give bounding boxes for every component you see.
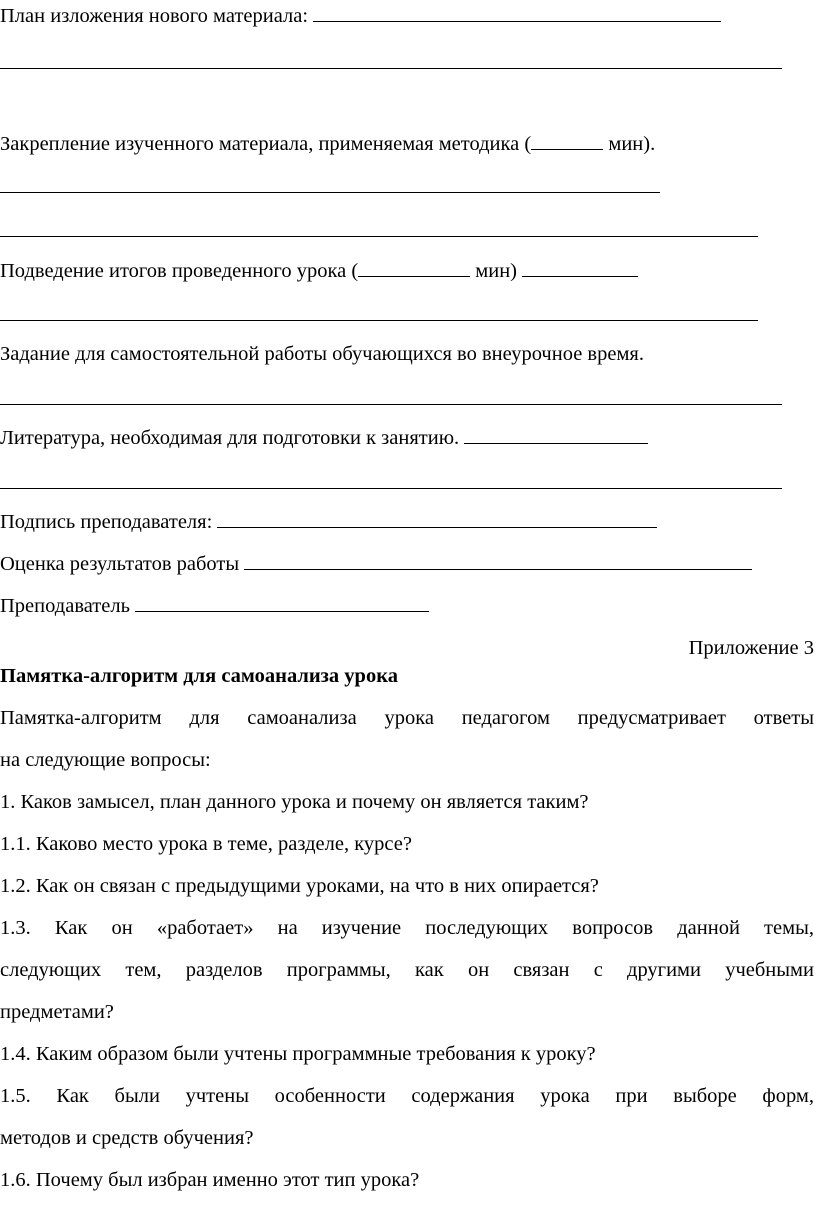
- consolidation-line: [0, 134, 655, 155]
- evaluation-blank[interactable]: [244, 568, 752, 570]
- intro-line-1: Памятка-алгоритм для самоанализа урока педагогом предусматривает ответы: [0, 707, 814, 729]
- question-1-3-line-3: предметами?: [0, 1001, 114, 1023]
- signature-blank[interactable]: [217, 526, 657, 528]
- consolidation-rule-1[interactable]: [0, 192, 660, 193]
- plan-label: План изложения нового материала:: [0, 5, 309, 27]
- consolidation-unit: мин).: [608, 133, 656, 155]
- plan-blank[interactable]: [313, 20, 721, 22]
- appendix-title: Памятка-алгоритм для самоанализа урока: [0, 665, 398, 687]
- literature-label: Литература, необходимая для подготовки к занятию.: [0, 427, 460, 449]
- summary-rule[interactable]: [0, 320, 758, 321]
- teacher-label: Преподаватель: [0, 595, 130, 617]
- evaluation-line: [0, 554, 752, 575]
- summary-blank[interactable]: [522, 275, 638, 277]
- question-1: 1. Каков замысел, план данного урока и почему он является таким?: [0, 791, 589, 813]
- summary-label: Подведение итогов проведенного урока (: [0, 260, 359, 282]
- question-1-4: 1.4. Каким образом были учтены программные требования к уроку?: [0, 1043, 596, 1065]
- consolidation-rule-2[interactable]: [0, 236, 758, 237]
- question-1-3-line-2: следующих тем, разделов программы, как он связан с другими учебными: [0, 959, 814, 981]
- intro-line-2: на следующие вопросы:: [0, 749, 211, 771]
- consolidation-label: Закрепление изученного материала, применяемая методика (: [0, 133, 532, 155]
- signature-label: Подпись преподавателя:: [0, 511, 213, 533]
- question-1-6: 1.6. Почему был избран именно этот тип урока?: [0, 1169, 420, 1191]
- plan-rule[interactable]: [0, 68, 782, 69]
- question-1-5-line-2: методов и средств обучения?: [0, 1127, 254, 1149]
- homework-line: [0, 344, 644, 365]
- question-1-1: 1.1. Каково место урока в теме, разделе, курсе?: [0, 833, 412, 855]
- teacher-line: [0, 596, 429, 617]
- consolidation-minutes-blank[interactable]: [531, 148, 603, 150]
- homework-rule[interactable]: [0, 404, 782, 405]
- evaluation-label: Оценка результатов работы: [0, 553, 240, 575]
- appendix-label: Приложение 3: [688, 637, 814, 659]
- literature-line: [0, 428, 648, 449]
- homework-label: Задание для самостоятельной работы обучающихся во внеурочное время.: [0, 343, 644, 365]
- teacher-blank[interactable]: [135, 610, 429, 612]
- summary-minutes-blank[interactable]: [358, 275, 470, 277]
- summary-line: [0, 261, 638, 282]
- plan-line: [0, 6, 721, 27]
- literature-rule[interactable]: [0, 488, 782, 489]
- question-1-3-line-1: 1.3. Как он «работает» на изучение последующих вопросов данной темы,: [0, 917, 814, 939]
- signature-line: [0, 512, 657, 533]
- question-1-5-line-1: 1.5. Как были учтены особенности содержания урока при выборе форм,: [0, 1085, 814, 1107]
- summary-unit: мин): [475, 260, 518, 282]
- question-1-2: 1.2. Как он связан с предыдущими уроками, на что в них опирается?: [0, 875, 599, 897]
- literature-blank[interactable]: [464, 442, 648, 444]
